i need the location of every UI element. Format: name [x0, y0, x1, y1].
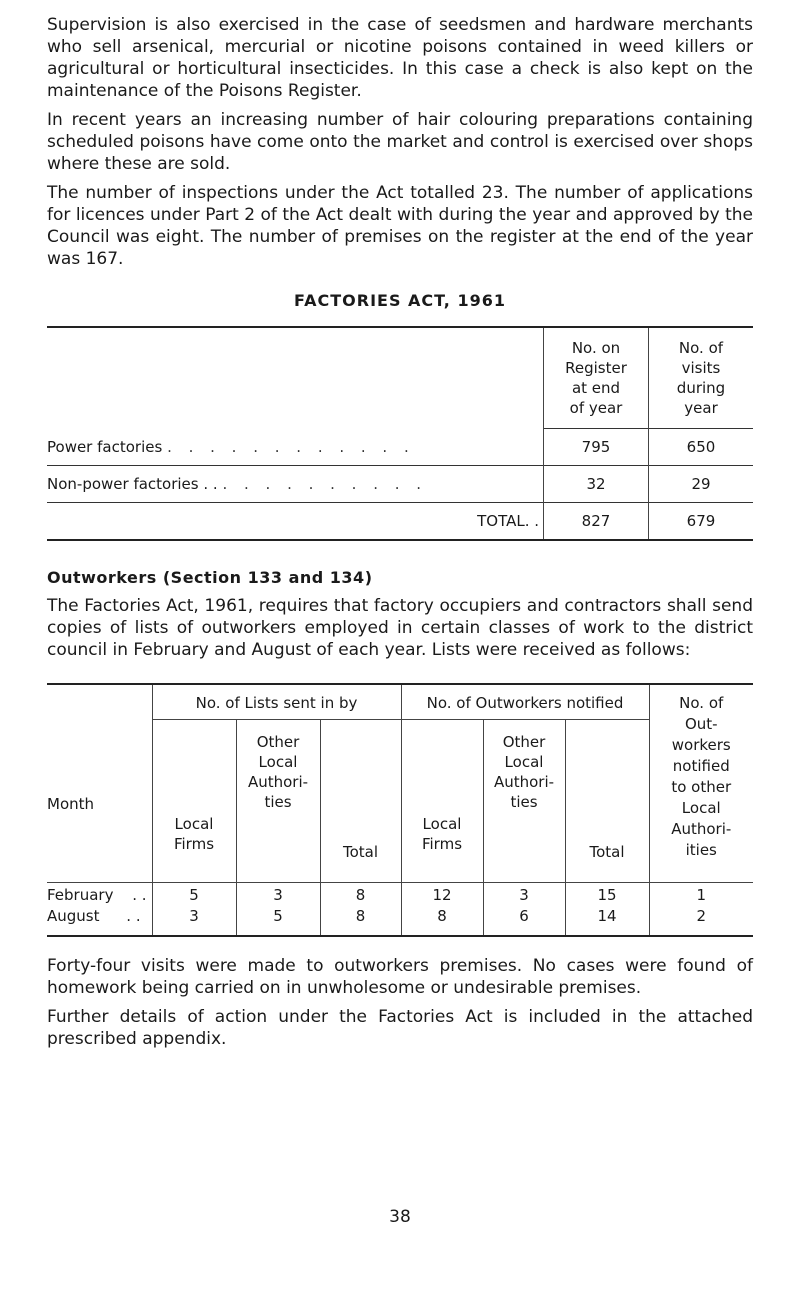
total-visits: 679: [649, 503, 754, 541]
leader-dots: . . . . . . . . . .: [222, 475, 428, 493]
cell-visits: 650: [649, 429, 754, 466]
table-row: [47, 429, 753, 466]
leader-dots: . . . . . . . . . . . .: [167, 437, 415, 456]
paragraph-outworker-visits: Forty-four visits were made to outworkers premises. No cases were found of homework being carried on in unwholesome or undesirable premises.: [47, 956, 753, 998]
total-row: [47, 503, 753, 541]
factories-table: [47, 326, 753, 541]
outworkers-group-header: [47, 684, 753, 720]
row-label: Non-power factories . .: [47, 475, 218, 493]
header-out-local-firms: Local Firms: [401, 720, 483, 883]
total-label: TOTAL. .: [47, 503, 544, 541]
factories-act-title: FACTORIES ACT, 1961: [294, 291, 506, 310]
paragraph-inspections: The number of inspections under the Act totalled 23. The number of applications for licences under Part 2 of the Act dealt with during the year and approved by the Council was eight. The number of premises on the register at the end of the year was 167.: [47, 183, 753, 269]
page-number: 38: [389, 1207, 411, 1227]
outworkers-sub-header: [47, 720, 753, 883]
cell-register: 795: [544, 429, 649, 466]
table-row: February . .: [47, 886, 147, 904]
row-label: Power factories: [47, 437, 163, 456]
table-row: [47, 466, 753, 503]
total-register: 827: [544, 503, 649, 541]
paragraph-hair-colouring: In recent years an increasing number of hair colouring preparations containing scheduled poisons have come onto the market and control is exercised over shops where these are sold.: [47, 110, 753, 174]
factories-table-header: [47, 327, 753, 429]
paragraph-further-details: Further details of action under the Factories Act is included in the attached prescribed appendix.: [47, 1007, 753, 1049]
cell-visits: 29: [649, 466, 754, 503]
header-month: Month: [47, 794, 95, 813]
header-lists-total: Total: [320, 720, 401, 883]
header-lists-sent: No. of Lists sent in by: [152, 684, 401, 720]
outworkers-table: [47, 683, 753, 937]
cell-register: 32: [544, 466, 649, 503]
outworkers-heading: Outworkers (Section 133 and 134): [47, 568, 373, 587]
table-row: August . .: [47, 907, 141, 925]
outworkers-intro: The Factories Act, 1961, requires that factory occupiers and contractors shall send copies of lists of outworkers employed in certain classes of work to the district council in February and August of each year. Lists were received as follows:: [47, 596, 753, 660]
outworkers-values: February . . August . . 5 3 3 5 8 8 12 8 3 6 15 14 1 2: [47, 883, 753, 937]
header-to-other-authorities: No. of Out- workers notified to other Local Authori- ities: [649, 684, 753, 883]
header-no-on-register: No. on Register at end of year: [544, 327, 649, 429]
header-no-of-visits: No. of visits during year: [649, 327, 754, 429]
header-out-total: Total: [565, 720, 649, 883]
header-lists-other-authorities: Other Local Authori- ties: [236, 720, 320, 883]
paragraph-poisons-supervision: Supervision is also exercised in the case of seedsmen and hardware merchants who sell arsenical, mercurial or nicotine poisons contained in weed killers or agricultural or horticultural insecticides. In this case a check is also kept on the maintenance of the Poisons Register.: [47, 15, 753, 101]
header-lists-local-firms: Local Firms: [152, 720, 236, 883]
header-out-other-authorities: Other Local Authori- ties: [483, 720, 565, 883]
month-column: [47, 883, 152, 937]
header-outworkers-notified: No. of Outworkers notified: [401, 684, 649, 720]
page: [47, 14, 753, 1057]
